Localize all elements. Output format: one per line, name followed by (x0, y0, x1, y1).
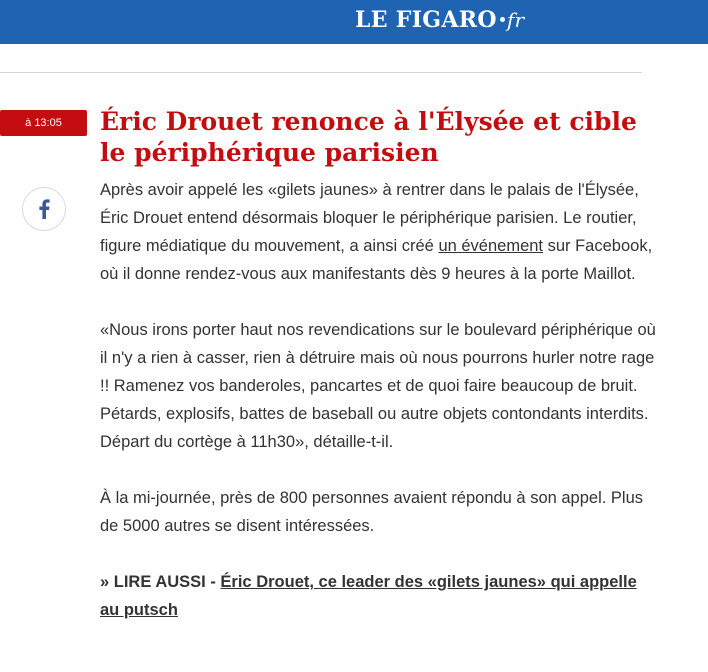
read-also-link[interactable]: Éric Drouet, ce leader des «gilets jaunes» qui appelle au putsch (100, 573, 637, 619)
facebook-share-button[interactable] (22, 187, 66, 231)
logo-suffix-text: fr (506, 8, 525, 32)
paragraph-2: «Nous irons porter haut nos revendications sur le boulevard périphérique où il n'y a rien à casser, rien à détruire mais où nous pourrons hurler notre rage !! Ramenez vos banderoles, pancartes et de quoi faire beaucoup de bruit. Pétards, explosifs, battes de baseball ou autre objets contondants interdits. Départ du cortège à 11h30», détaille-t-il. (100, 321, 656, 451)
time-badge: à 13:05 (0, 110, 87, 136)
post-title: Éric Drouet renonce à l'Élysée et cible le périphérique parisien (100, 107, 637, 167)
post-body (100, 176, 660, 652)
event-link[interactable]: un événement (438, 237, 544, 255)
site-logo[interactable] (355, 7, 524, 33)
paragraph-3: À la mi-journée, près de 800 personnes avaient répondu à son appel. Plus de 5000 autres se disent intéressées. (100, 489, 644, 535)
site-header (0, 0, 708, 44)
read-also-prefix: » LIRE AUSSI - (100, 573, 221, 591)
logo-main-text: LE FIGARO (355, 7, 497, 33)
logo-dot (500, 17, 505, 22)
read-also (100, 568, 660, 624)
header-divider (0, 72, 642, 73)
paragraph-1: Après avoir appelé les «gilets jaunes» à rentrer dans le palais de l'Élysée, Éric Drouet entend désormais bloquer le périphérique parisien. Le routier, figure médiatique du mouvement, a ainsi créé un événement sur Facebook, où il donne rendez-vous aux manifestants dès 9 heures à la porte Maillot. (100, 181, 653, 283)
facebook-icon (23, 188, 65, 230)
